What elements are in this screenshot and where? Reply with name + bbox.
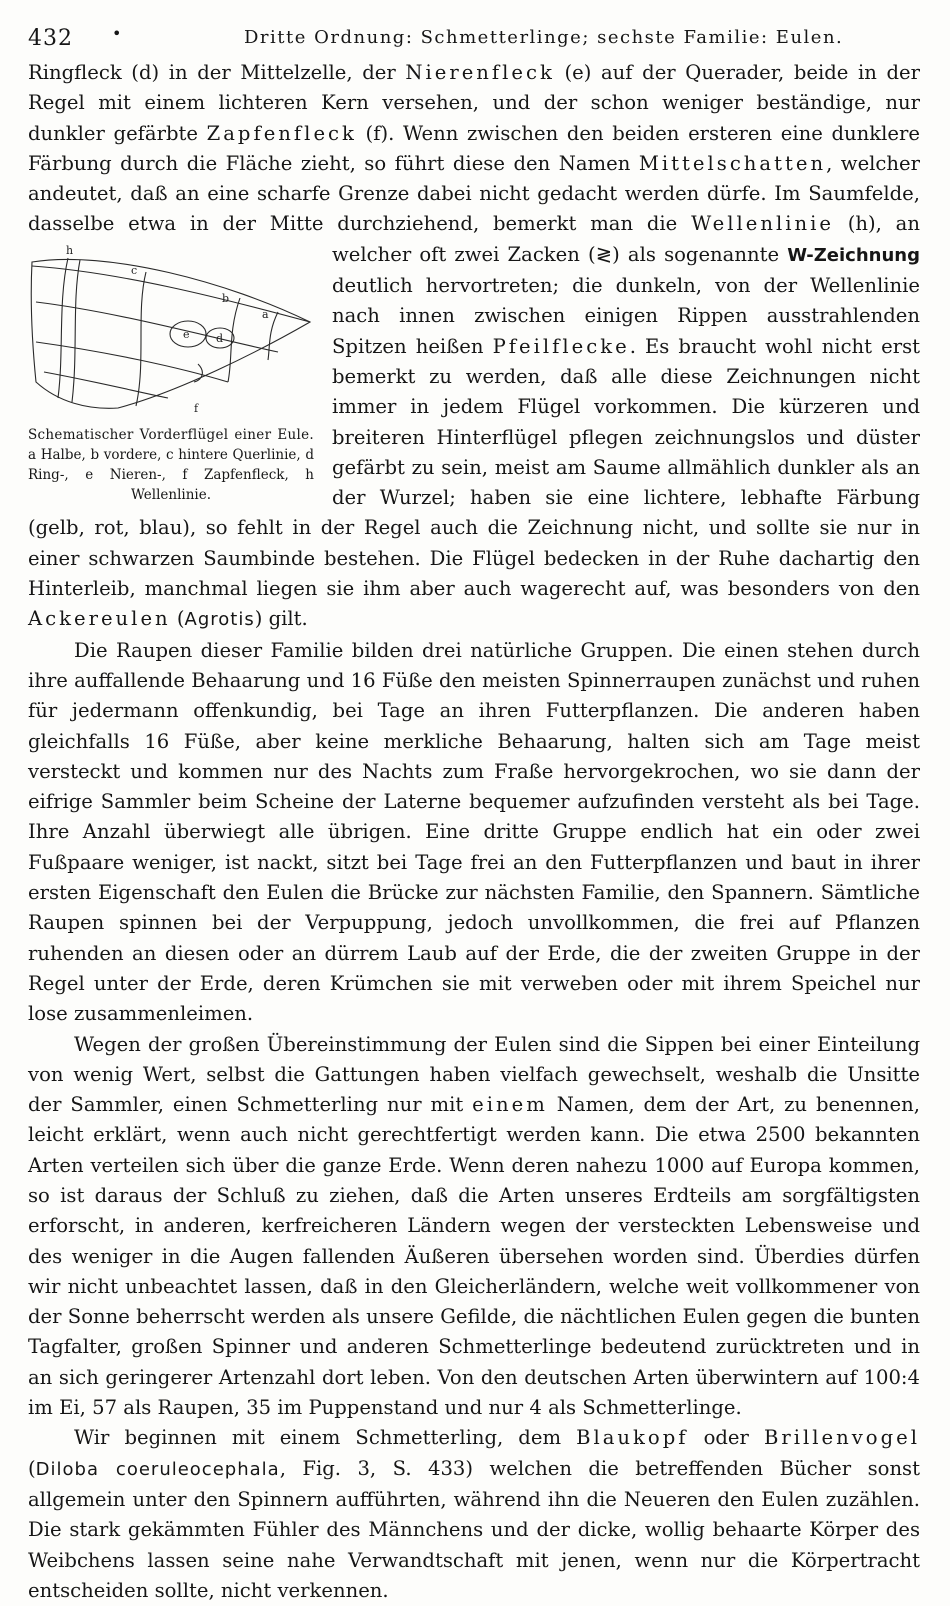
text-run: Namen, dem der Art, zu benennen, leicht erklärt, wenn auch nicht gerechtfertigt werden kann. Die etwa 2500 bekannten Arten verteilen sich über die ganze Erde. Wenn deren nahezu 1000 auf Europa kommen, so ist daraus der Schluß zu ziehen, daß die Arten unseres Erdteils am sorgfältigsten erforscht, in anderen, kerfreicheren Ländern wegen der versteckten Lebensweise und des weniger in die Augen fallenden Äußeren übersehen worden sind. Überdies dürfen wir nicht unbeachtet lassen, daß in den Gleicherländern, welche weit vollkommener von der Sonne beherrscht werden als unsere Gefilde, die nächtlichen Eulen gegen die bunten Tagfalter, großen Spinner und anderen Schmetterlinge bedeutend zurücktreten und in an sich geringerer Artenzahl dort leben. Von den deutschen Arten überwintern auf 100:4 im Ei, 57 als Raupen, 35 im Puppenstand und nur 4 als Schmetterlinge. [28,1093,920,1420]
spaced-term: einem [472,1093,548,1117]
wing-line-c [136,272,146,406]
text-run: Wegen der großen Übereinstimmung der Eulen sind die Sippen bei einer Einteilung von wenig Wert, selbst die Gattungen haben vielfach gewechselt, weshalb die Unsitte der Sammler, einen Schmetterling nur mit [28,1032,920,1117]
text-run: (f). Wenn zwischen den beiden ersteren eine dunklere Färbung durch die Fläche zieht, so führt diese den Namen [28,121,920,175]
spaced-term: Pfeilflecke [492,334,630,358]
header-ornament: • [112,24,122,43]
caption-legend: a Halbe, b vordere, c hintere Querlinie, d Ring-, e Nieren-, f Zapfenfleck, h Wellenlinie. [28,446,314,503]
spaced-term: Brillenvogel [763,1426,920,1450]
text-run: ( [28,1456,36,1480]
text-run: Wir beginnen mit einem Schmetterling, dem [74,1426,577,1450]
spaced-term: Blaukopf [576,1426,689,1450]
zacken-symbol: ≷ [595,242,613,266]
text-run: ( [170,607,185,631]
spaced-term: Wellenlinie [691,212,834,236]
label-c: c [131,263,138,277]
spaced-term: Zapfenfleck [206,121,357,145]
caption-title: Schematischer Vorderflügel einer Eule. [28,426,314,443]
label-b: b [222,291,230,305]
label-h: h [66,243,74,257]
text-run: oder [688,1426,764,1450]
spaced-term: Nierenfleck [405,61,555,84]
text-run: (e) auf der Querader, beide in der Regel mit einem lichteren Kern versehen, und der schon weniger beständige, nur dunkler gefärbte [28,61,920,145]
text-run: , Fig. 3, S. 433) welchen die betreffenden Bücher sonst allgemein unter den Spinnern aufführten, während ihn die Neueren den Eulen zuzählen. Die stark gekämmten Fühler des Männchens und der dicke, wollig behaarte Körper des Weibchens lassen seine nahe Verwandtschaft mit jenen, wenn nur die Körpertracht entscheiden sollte, nicht verkennen. [28,1456,920,1602]
label-d: d [216,331,224,345]
latin-name: Diloba coeruleocephala [35,1458,280,1480]
text-run: deutlich hervortreten; die dunkeln, von der Wellenlinie nach innen zwischen einigen Rippen ausstrahlenden Spitzen heißen [332,274,920,358]
paragraph-4 [28,1423,920,1606]
running-title: Dritte Ordnung: Schmetterlinge; sechste Familie: Eulen. [244,27,844,48]
wing-vein [44,372,168,398]
figure-caption [28,425,318,505]
wing-diagram [28,242,318,417]
body-text [28,58,920,1606]
text-run: , welcher andeutet, daß an eine scharfe Grenze dabei nicht gedacht werden dürfe. Im Saumfelde, dasselbe etwa in der Mitte durchziehend, bemerkt man die [28,151,920,236]
spaced-term: Mittelschatten [638,151,827,175]
text-run: Ringfleck (d) in der Mittelzelle, der [28,61,406,84]
label-e: e [183,327,190,341]
paragraph-3 [28,1030,920,1424]
text-run: . Es braucht wohl nicht erst bemerkt zu werden, daß alle diese Zeichnungen nicht immer in jedem Flügel vorkommen. Die kürzeren und breiteren Hinterflügel pflegen zeichnungslos und düster gefärbt zu sein, meist am Saume allmählich dunkler als an der Wurzel; haben sie eine lichtere, lebhafte Färbung (gelb, rot, blau), so fehlt in der Regel auch die Zeichnung nicht, und sollte sie nur in einer schwarzen Saumbinde bestehen. Die Flügel bedecken in der Ruhe dachartig den Hinterleib, manchmal liegen sie ihm aber auch wagerecht auf, was besonders von den [28,334,921,601]
paragraph-2: Die Raupen dieser Familie bilden drei natürliche Gruppen. Die einen stehen durch ihre auffallende Behaarung und 16 Füße den meisten Spinnerraupen zunächst und ruhen für jedermann offenkundig, bei Tage an ihren Futterpflanzen. Die anderen haben gleichfalls 16 Füße, aber keine merkliche Behaarung, halten sich am Tage meist versteckt und kommen nur des Nachts zum Fraße hervorgekrochen, wo sie dann der eifrige Sammler beim Scheine der Laterne bequemer aufzufinden versteht als bei Tage. Ihre Anzahl überwiegt alle übrigen. Eine dritte Gruppe endlich hat ein oder zwei Fußpaare weniger, ist nackt, sitzt bei Tage frei an den Futterpflanzen und baut in ihrer ersten Eigenschaft den Eulen die Brücke zur nächsten Familie, den Spannern. Sämtliche Raupen spinnen bei der Verpuppung, jedoch unvollkommen, die frei auf Pflanzen ruhenden an diesen oder an dürrem Laub auf der Erde, die der zweiten Gruppe in der Regel unter der Erde, deren Krümchen sie mit verweben oder mit ihrem Speichel nur lose zusammenleimen. [28,638,920,1026]
spaced-term: Ackereulen [28,607,171,631]
text-run: (h), an welcher oft zwei Zacken ( [332,212,920,266]
wing-vein [36,302,278,352]
wing-line-a [268,312,278,360]
running-header [28,22,920,58]
label-f: f [194,401,199,415]
text-run: ) als sogenannte [612,242,788,266]
latin-name: Agrotis [184,609,255,631]
page-number: 432 [28,26,73,51]
w-mark: W-Zeichnung [787,244,920,266]
text-run: ) gilt. [254,607,308,631]
wing-figure [28,242,318,505]
wing-line-h [58,258,68,398]
paragraph-1 [28,58,920,636]
wing-line [72,260,80,402]
label-a: a [262,307,269,321]
